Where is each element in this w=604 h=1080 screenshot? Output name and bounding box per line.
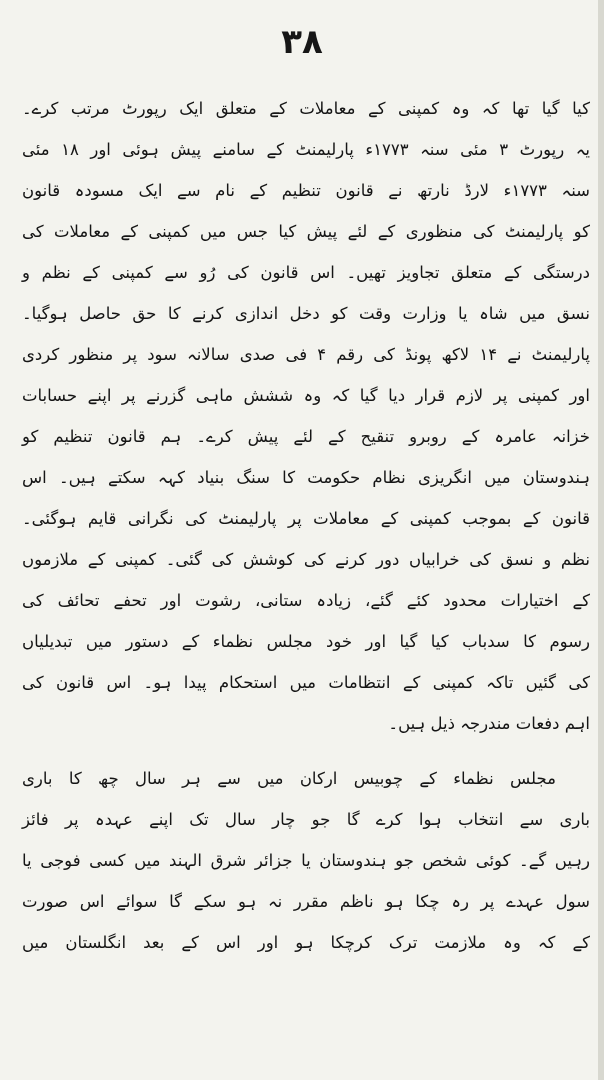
text-line: نظم و نسق کی خرابیاں دور کرنے کی کوشش کی گئی۔ کمپنی کے ملازموں <box>22 550 590 569</box>
text-line: رہیں گے۔ کوئی شخص جو ہندوستان یا جزائر شرق الہند میں کسی فوجی یا <box>22 851 590 870</box>
paragraph-1 <box>22 88 590 744</box>
text-line: سنہ ۱۷۷۳ء لارڈ نارتھ نے قانون تنظیم کے نام سے ایک مسودہ قانون <box>22 181 590 200</box>
text-line: اور کمپنی پر لازم قرار دیا گیا کہ وہ ششش ماہی گزرنے پر اپنے حسابات <box>22 386 590 405</box>
text-line: سول عہدے پر رہ چکا ہو ناظم مقرر نہ ہو سکے گا سوائے اس صورت <box>22 892 590 911</box>
text-line: کو پارلیمنٹ کی منظوری کے لئے پیش کیا جس میں کمپنی کے معاملات کی <box>22 222 590 241</box>
paragraph-spacer <box>22 744 590 758</box>
text-line: کے اختیارات محدود کئے گئے، زیادہ ستانی، رشوت اور تحفے تحائف کی <box>22 591 590 610</box>
paragraph-2 <box>22 758 590 963</box>
text-line: قانون کے بموجب کمپنی کے معاملات پر پارلیمنٹ کی نگرانی قایم ہوگئی۔ <box>22 509 590 528</box>
text-line: کی گئیں تاکہ کمپنی کے انتظامات میں استحکام پیدا ہو۔ اس قانون کی <box>22 673 590 692</box>
text-line: درستگی کے متعلق تجاویز تھیں۔ اس قانون کی رُو سے کمپنی کے نظم و <box>22 263 590 282</box>
text-line: یہ رپورٹ ۳ مئی سنہ ۱۷۷۳ء پارلیمنٹ کے سامنے پیش ہوئی اور ۱۸ مئی <box>22 140 590 159</box>
text-line: کیا گیا تھا کہ وہ کمپنی کے معاملات کے متعلق ایک رپورٹ مرتب کرے۔ <box>22 99 590 118</box>
text-line: مجلس نظماء کے چوبیس ارکان میں سے ہر سال چھ کا باری <box>22 769 556 788</box>
body-text <box>22 88 590 963</box>
text-line: ہندوستان میں انگریزی نظام حکومت کا سنگ بنیاد کہہ سکتے ہیں۔ اس <box>22 468 590 487</box>
text-line: خزانہ عامرہ کے روبرو تنقیح کے لئے پیش کرے۔ ہم قانون تنظیم کو <box>22 427 590 446</box>
text-line: پارلیمنٹ نے ۱۴ لاکھ پونڈ کی رقم ۴ فی صدی سالانہ سود پر منظور کردی <box>22 345 590 364</box>
text-line: کے کہ وہ ملازمت ترک کرچکا ہو اور اس کے بعد انگلستان میں <box>22 933 590 952</box>
text-line: اہم دفعات مندرجہ ذیل ہیں۔ <box>388 714 590 733</box>
text-line: نسق میں شاہ یا وزارت وقت کو دخل اندازی کرنے کا حق حاصل ہوگیا۔ <box>22 304 590 323</box>
text-line: رسوم کا سدباب کیا گیا اور خود مجلس نظماء کے دستور میں تبدیلیاں <box>22 632 590 651</box>
page-number: ۳۸ <box>281 22 323 62</box>
text-line: باری سے انتخاب ہوا کرے گا جو چار سال تک اپنے عہدہ پر فائز <box>22 810 590 829</box>
